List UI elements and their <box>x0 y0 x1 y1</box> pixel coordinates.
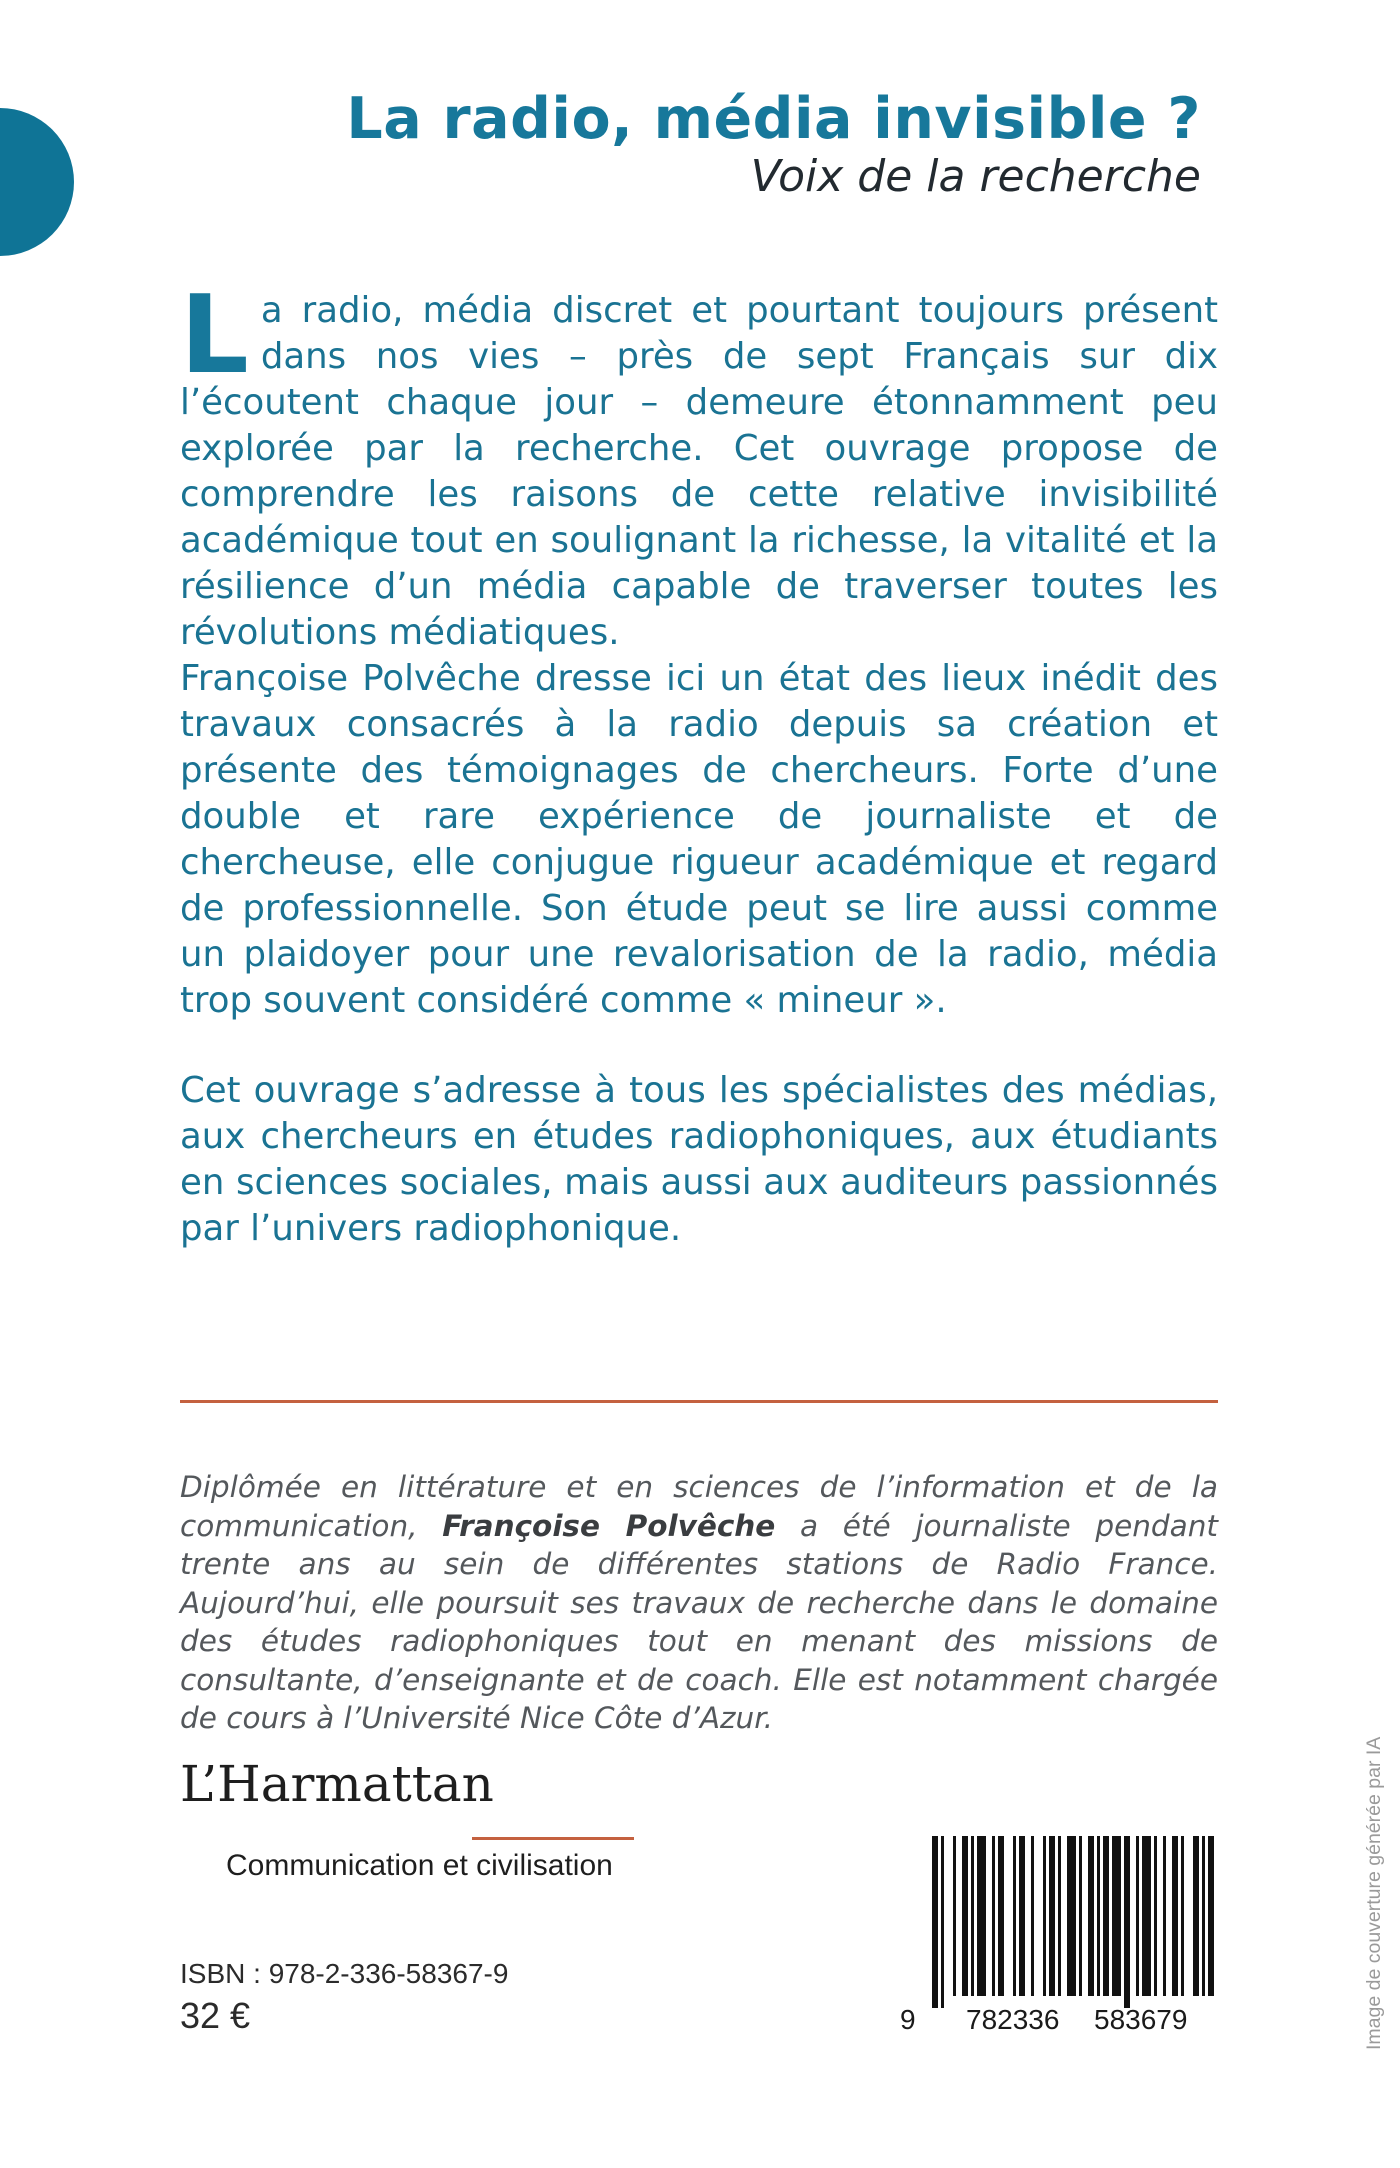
author-bio-rest: a été journaliste pendant trente ans au sein de différentes stations de Radio France. Aujourd’hui, elle poursuit ses travaux de recherche dans le domaine des études radiophoniques tout en menant des missions de consultante, d’enseignante et de coach. Elle est notamment chargée de cours à l’Université Nice Côte d’Azur. <box>180 1508 1218 1735</box>
barcode-bar <box>1142 1836 1151 1996</box>
price-text: 32 € <box>180 1995 251 2036</box>
isbn-text: ISBN : 978-2-336-58367-9 <box>180 1958 509 1989</box>
blurb-paragraph-1-text: a radio, média discret et pourtant toujours présent dans nos vies – près de sept Français sur dix l’écoutent chaque jour – demeure étonnamment peu explorée par la recherche. Cet ouvrage propose de comprendre les raisons de cette relative invisibilité académique tout en soulignant la richesse, la vitalité et la résilience d’un média capable de traverser toutes les révolutions médiatiques. <box>180 290 1218 653</box>
barcode-bar <box>1112 1836 1121 1996</box>
barcode-bar <box>1031 1836 1034 1996</box>
section-divider <box>180 1400 1218 1403</box>
decorative-circle <box>0 108 74 256</box>
barcode-bar <box>1079 1836 1082 1996</box>
barcode-bar <box>1049 1836 1055 1996</box>
barcode-bar <box>1181 1836 1184 1996</box>
barcode-bar <box>1013 1836 1016 1996</box>
barcode <box>898 1836 1222 2036</box>
book-title: La radio, média invisible ? <box>346 86 1201 152</box>
cover-credit: Image de couverture générée par IA <box>1363 1736 1385 2050</box>
barcode-bar <box>992 1836 995 1996</box>
author-name: Françoise Polvêche <box>442 1508 776 1543</box>
blurb-paragraph-3: Cet ouvrage s’adresse à tous les spécialistes des médias, aux chercheurs en études radiophoniques, aux étudiants en sciences sociales, mais aussi aux auditeurs passionnés par l’univers radiophonique. <box>180 1070 1218 1249</box>
barcode-bar <box>953 1836 956 1996</box>
logo-underline <box>472 1837 634 1840</box>
barcode-bar <box>1058 1836 1061 1996</box>
barcode-bar <box>932 1836 938 2008</box>
barcode-bar <box>1154 1836 1157 1996</box>
barcode-bar <box>1088 1836 1094 1996</box>
barcode-bar <box>1124 1836 1130 2008</box>
barcode-bar <box>1136 1836 1139 1996</box>
barcode-digits-group-2: 583679 <box>1094 2004 1188 2035</box>
barcode-bar <box>962 1836 968 1996</box>
blurb-paragraph-1 <box>180 273 1218 656</box>
barcode-bar <box>1163 1836 1166 1996</box>
barcode-bar <box>1202 1836 1205 1996</box>
barcode-digits-group-1: 782336 <box>966 2004 1060 2035</box>
barcode-bar <box>1172 1836 1178 1996</box>
barcode-bar <box>1043 1836 1046 1996</box>
barcode-digit-first: 9 <box>900 2004 916 2035</box>
barcode-bar <box>1193 1836 1199 1996</box>
author-bio <box>180 1468 1218 1738</box>
author-bio-intro: Diplômée en littérature et en sciences de l’information et de la communication, <box>180 1470 1218 1543</box>
barcode-bar <box>977 1836 986 1996</box>
barcode-bar <box>971 1836 974 1996</box>
publisher-logo: L’Harmattan <box>180 1755 494 1813</box>
barcode-bars <box>932 1836 1214 2008</box>
barcode-bar <box>941 1836 944 2008</box>
blurb-paragraph-2: Françoise Polvêche dresse ici un état des lieux inédit des travaux consacrés à la radio depuis sa création et présente des témoignages de chercheurs. Forte d’une double et rare expérience de journaliste et de chercheuse, elle conjugue rigueur académique et regard de professionnelle. Son étude peut se lire aussi comme un plaidoyer pour une revalorisation de la radio, média trop souvent considéré comme « mineur ». <box>180 658 1218 1021</box>
barcode-bar <box>1097 1836 1100 1996</box>
drop-cap: L <box>180 273 249 398</box>
collection-name: Communication et civilisation <box>226 1849 613 1882</box>
barcode-bar <box>1208 1836 1214 1996</box>
barcode-bar <box>998 1836 1004 1996</box>
barcode-bar <box>1019 1836 1025 1996</box>
barcode-bar <box>1067 1836 1076 1996</box>
barcode-bar <box>1103 1836 1109 1996</box>
book-subtitle: Voix de la recherche <box>750 151 1201 202</box>
